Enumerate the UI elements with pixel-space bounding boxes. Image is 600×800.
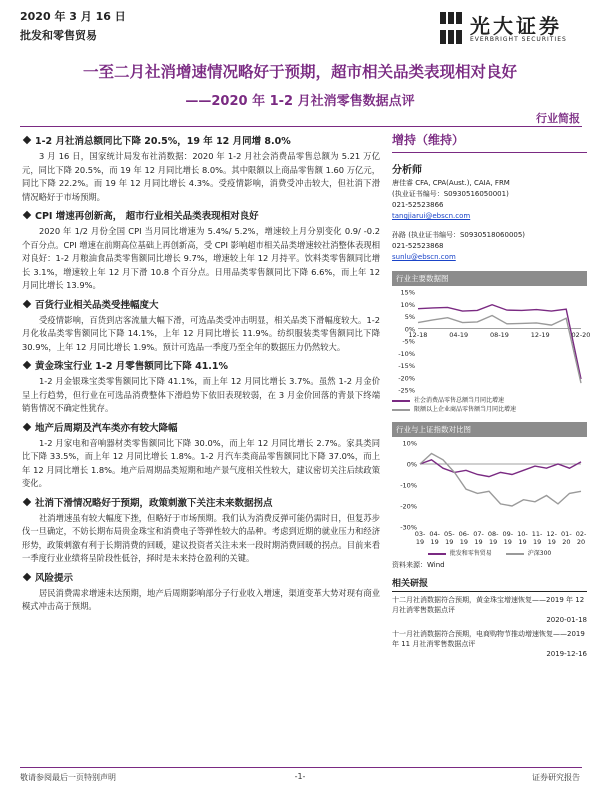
bullet-diamond-icon [23, 572, 31, 580]
chart2-legend [392, 549, 587, 558]
legend-swatch [392, 409, 410, 411]
logo-text-en: EVERBRIGHT SECURITIES [470, 36, 567, 43]
section-paragraph: 2020 年 1/2 月份全国 CPI 当月同比增速为 5.4%/ 5.2%，增速较上月分别变化 0.9/ -0.2 个百分点。CPI 增速在前期高位基础上再创新高，受 CPI 影响超市相关品类增速较社消整体表现相对良好：1-2 月粮油食品类零售额同比增长 9.7%，增速较上年 12 月持平。饮料类零售额同比增长 3.1%，增速较上年 12 月下滑 10.8 个百分点。日用品类零售额同比下降 6.6%，而上年 12 月同比增长 13.9%。 [22, 226, 380, 290]
report-subtitle: ——2020 年 1-2 月社消零售数据点评 [185, 94, 415, 109]
x-tick-label: 19 [445, 538, 454, 546]
series-line [420, 460, 581, 477]
analyst-card [392, 178, 587, 222]
section [22, 297, 380, 355]
analyst-phone: 021-52523868 [392, 242, 444, 250]
x-tick-label: 19 [474, 538, 483, 546]
x-tick-label: 20 [562, 538, 571, 546]
x-tick-label: 07- [473, 530, 484, 538]
logo [436, 8, 586, 48]
header-divider [20, 126, 582, 127]
bullet-diamond-icon [23, 299, 31, 307]
industry-category: 批发和零售贸易 [20, 29, 97, 42]
x-tick-label: 11- [531, 530, 543, 538]
section-heading: 社消下滑情况略好于预期，政策刺激下关注未来数据拐点 [35, 497, 273, 509]
footer-report-label: 证券研究报告 [532, 773, 580, 782]
y-tick-label: 10% [402, 439, 417, 448]
industry-data-chart [392, 286, 591, 396]
chart2-heading: 行业与上证指数对比图 [392, 422, 587, 437]
y-tick-label: 0% [406, 460, 417, 469]
section-paragraph: 居民消费需求增速未达预期，地产后周期影响部分子行业收入增速，渠道变革大势对现有商业模式冲击高于预期。 [22, 587, 380, 611]
section-paragraph: 3 月 16 日，国家统计局发布社消数据：2020 年 1-2 月社会消费品零售总额为 5.21 万亿元，同比下降 20.5%，而 19 年 12 月同比增长 8.0%。其中限额以上商品零售额 1.60 万亿元，同比下降 22.2%。而 19 年 12 月同比增长 4.3%。受疫情影响，消费受冲击较大，但社消下滑情况略好于市场预期。 [22, 151, 380, 202]
x-tick-label: 10- [517, 530, 528, 538]
x-tick-label: 04- [429, 530, 440, 538]
report-title: 一至二月社消增速情况略好于预期，超市相关品类表现相对良好 [82, 63, 517, 81]
analyst-cert: (执业证书编号：S0930516050001) [392, 190, 509, 198]
x-tick-label: 19 [547, 538, 556, 546]
legend-swatch [428, 553, 446, 555]
y-tick-label: 10% [400, 300, 415, 309]
analyst-email-link[interactable]: tangjiarui@ebscn.com [392, 212, 471, 220]
x-tick-label: 06- [458, 530, 470, 538]
section-paragraph: 1-2 月家电和音响器材类零售额同比下降 30.0%，而上年 12 月同比增长 2.7%。家具类同比下降 33.5%，而上年 12 月同比增长 1.8%。1-2 月汽车类商品零售额同比下降 37.0%，而上年 12 月同比增长 1.8%。地产后周期品类短期和地产景气度相关性较大，建议密切关注后续政策变化。 [22, 437, 380, 488]
x-tick-label: 03- [414, 530, 426, 538]
section-heading: 风险提示 [35, 572, 74, 584]
footer-disclaimer: 敬请参阅最后一页特别声明 [20, 773, 116, 782]
y-tick-label: -25% [398, 386, 415, 395]
legend-label: 批发和零售贸易 [449, 550, 492, 557]
bullet-diamond-icon [23, 497, 31, 505]
y-tick-label: 0% [404, 325, 415, 334]
x-tick-label: 09- [502, 530, 514, 538]
rating: 增持（维持） [392, 133, 465, 147]
series-line [418, 316, 581, 384]
legend-swatch [506, 553, 524, 555]
section [22, 420, 380, 491]
x-tick-label: 12- [546, 530, 558, 538]
chart-source: 资料来源：Wind [392, 561, 445, 569]
x-tick-label: 12-18 [408, 330, 428, 339]
x-tick-label: 08- [487, 530, 499, 538]
x-tick-label: 12-19 [530, 330, 550, 339]
bullet-diamond-icon [23, 422, 31, 430]
y-tick-label: -10% [400, 481, 417, 490]
y-tick-label: -10% [398, 349, 415, 358]
section [22, 133, 380, 204]
y-tick-label: -20% [398, 374, 415, 383]
main-content [22, 131, 380, 618]
x-tick-label: 19 [518, 538, 527, 546]
side-panel [392, 131, 591, 663]
analyst-cert: (执业证书编号：S0930518060005) [408, 231, 526, 239]
section [22, 208, 380, 293]
x-tick-label: 08-19 [490, 330, 509, 339]
bullet-diamond-icon [23, 211, 31, 219]
legend-label: 社会消费品零售总额当月同比增速 [414, 397, 505, 404]
x-tick-label: 04-19 [449, 330, 469, 339]
analyst-card [392, 230, 587, 263]
report-type: 行业简报 [536, 112, 580, 125]
analyst-name: 孙路 [392, 231, 406, 239]
logo-text-cn: 光大证券 [470, 14, 562, 38]
rating-divider [392, 152, 587, 153]
chart1-legend [392, 396, 587, 414]
y-tick-label: -30% [400, 523, 417, 532]
legend-swatch [392, 400, 410, 402]
x-tick-label: 01- [561, 530, 572, 538]
x-tick-label: 02-20 [571, 330, 591, 339]
footer-divider [20, 767, 582, 768]
x-tick-label: 19 [430, 538, 439, 546]
x-tick-label: 02- [575, 530, 587, 538]
related-report-title: 十二月社消数据符合预期，黄金珠宝增速恢复——2019 年 12 月社消零售数据点评 [392, 596, 585, 614]
x-tick-label: 19 [415, 538, 425, 546]
section [22, 570, 380, 614]
bullet-diamond-icon [23, 361, 31, 369]
section-heading: 百货行业相关品类受挫幅度大 [35, 299, 159, 311]
x-tick-label: 19 [489, 538, 498, 546]
related-reports-heading: 相关研报 [392, 579, 429, 589]
x-tick-label: 05- [443, 530, 455, 538]
related-report-date: 2020-01-18 [546, 616, 587, 624]
related-report-item[interactable] [392, 595, 587, 626]
x-tick-label: 19 [459, 538, 469, 546]
section-heading: 地产后周期及汽车类亦有较大降幅 [35, 422, 178, 434]
section-heading: CPI 增速再创新高， 超市行业相关品类表现相对良好 [35, 211, 259, 222]
y-tick-label: 15% [400, 288, 415, 297]
x-tick-label: 20 [576, 538, 586, 546]
bullet-diamond-icon [23, 136, 31, 144]
legend-label: 沪深300 [527, 550, 552, 557]
section-heading: 1-2 月社消总额同比下降 20.5%，19 年 12 月同增 8.0% [35, 136, 291, 147]
x-tick-label: 19 [532, 538, 542, 546]
section-heading: 黄金珠宝行业 1-2 月零售额同比下降 41.1% [35, 361, 229, 372]
analyst-phone: 021-52523866 [392, 201, 444, 209]
section-paragraph: 1-2 月金银珠宝类零售额同比下降 41.1%，而上年 12 月同比增长 3.7%。虽然 1-2 月金价呈上行趋势，但行业在可选品消费整体下滑趋势下依旧表现较弱，在 3 月金价回落的背景下终端销售情况不确定性犹存。 [22, 376, 380, 413]
related-divider [392, 591, 587, 592]
series-line [418, 305, 581, 379]
analyst-name: 唐佳睿 CFA, CPA(Aust.), CAIA, FRM [392, 179, 510, 187]
related-report-title: 十一月社消数据符合预期，电商购物节推动增速恢复——2019 年 11 月社消零售数据点评 [392, 630, 585, 648]
legend-label: 限额以上企业商品零售额当月同比增速 [414, 406, 517, 413]
related-report-date: 2019-12-16 [546, 650, 587, 658]
section-paragraph: 受疫情影响，百货到店客流量大幅下滑，可选品类受冲击明显，相关品类下滑幅度较大。1-2 月化妆品类零售额同比下降 14.1%，上年 12 月同比增长 11.9%。纺织服装类零售额同比下降 30.9%，上年 12 月同比增长 1.9%。预计可选品一季度乃至全年的数据压力仍然较大。 [22, 314, 380, 352]
logo-mark-icon [436, 10, 466, 46]
analyst-email-link[interactable]: sunlu@ebscn.com [392, 253, 456, 261]
page-number: -1- [294, 772, 306, 781]
section [22, 495, 380, 566]
related-report-item[interactable] [392, 629, 587, 660]
y-tick-label: -5% [402, 337, 415, 346]
analyst-heading: 分析师 [392, 165, 422, 176]
series-line [420, 454, 581, 507]
y-tick-label: -15% [398, 362, 415, 370]
report-date: 2020 年 3 月 16 日 [20, 10, 126, 23]
index-comparison-chart [392, 437, 587, 549]
x-tick-label: 19 [503, 538, 512, 546]
chart1-heading: 行业主要数据图 [392, 271, 587, 286]
section-paragraph: 社消增速虽有较大幅度下挫，但略好于市场预期。我们认为消费反弹可能仍需时日，但复苏步伐一旦确定，不妨长期布局贵金珠宝和消费电子等弹性较大的品种。考虑到近期的就业压力和经济形势，政策刺激有利于长期消费的回暖，建议投资者关注未来一段时期消费回暖的拐点。目前来看一季度行业业绩将呈阶段性低谷，择时是未来持仓盈利的关键。 [22, 512, 380, 563]
y-tick-label: -20% [400, 502, 417, 511]
section [22, 358, 380, 416]
y-tick-label: 5% [404, 313, 415, 321]
